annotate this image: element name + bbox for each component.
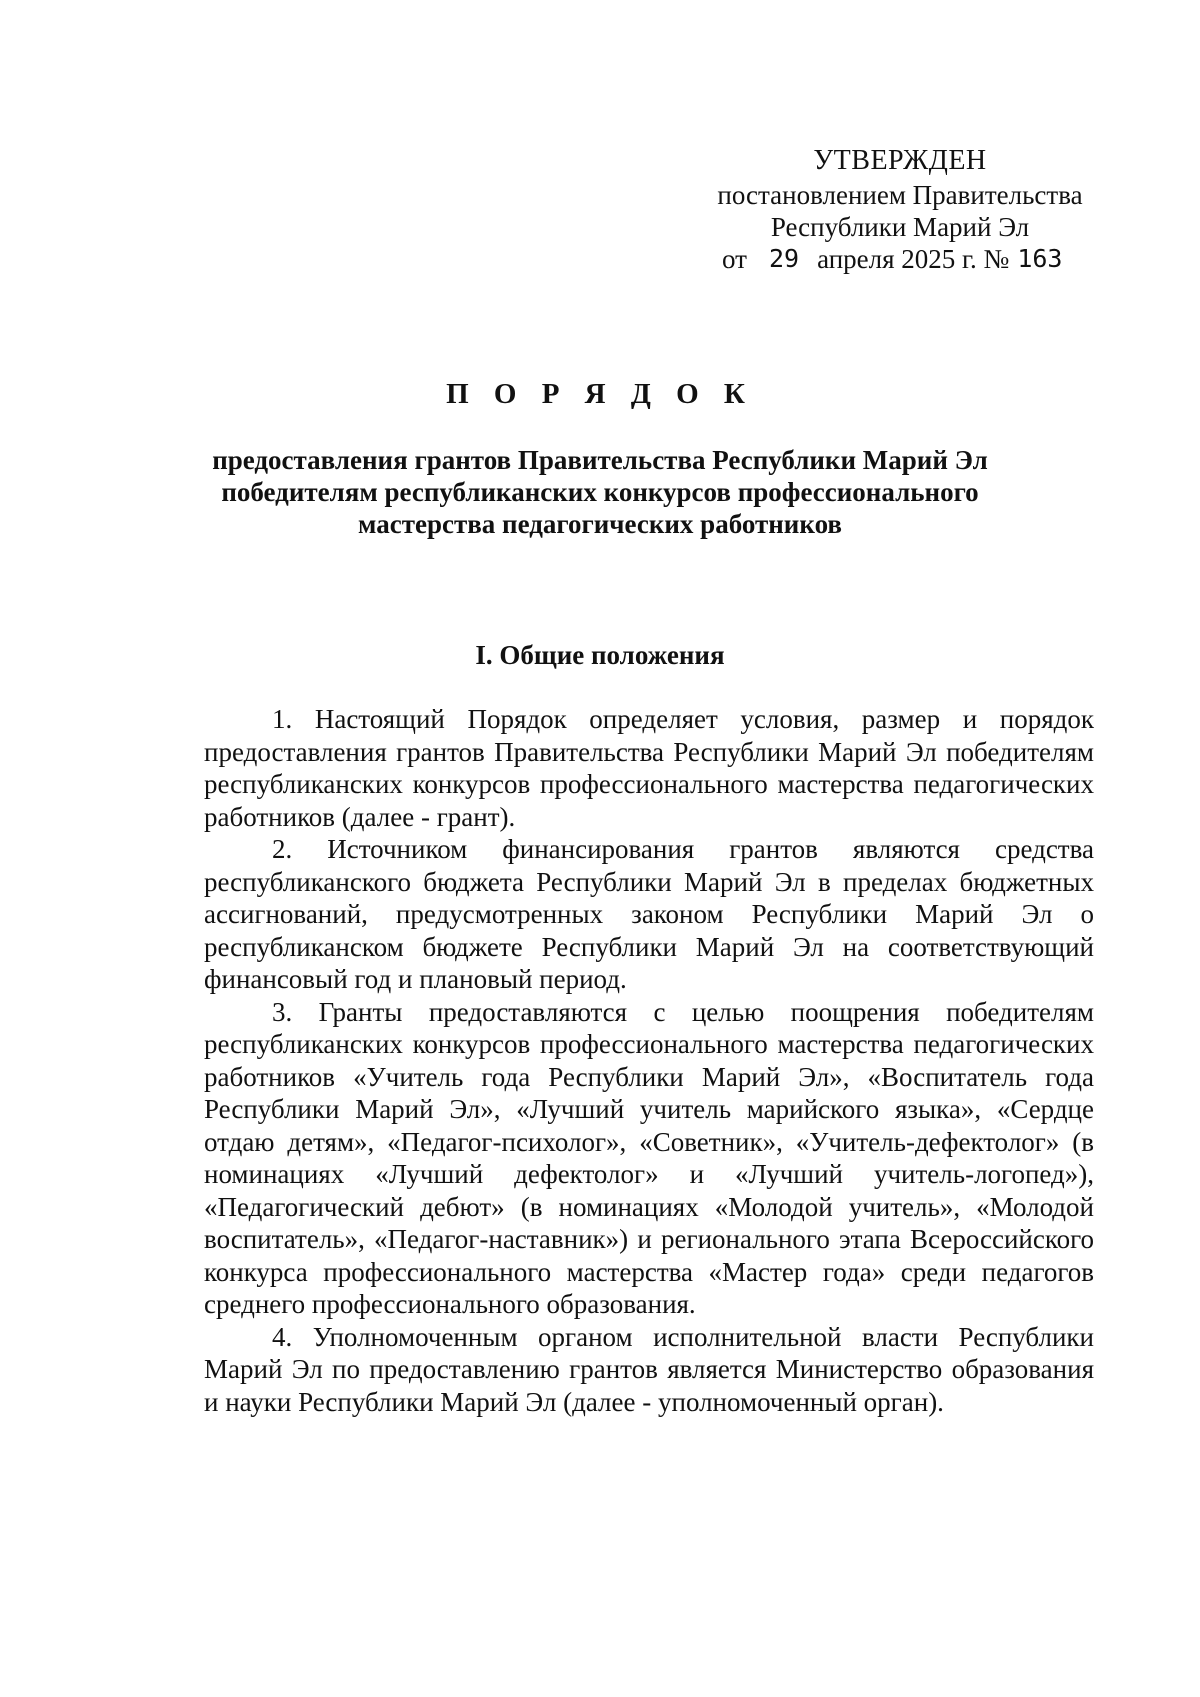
section-heading: I. Общие положения xyxy=(475,640,725,670)
paragraph-3: 3. Гранты предоставляются с целью поощрения победителям республиканских конкурсов профессионального мастерства педагогических работников «Учитель года Республики Марий Эл», «Воспитатель года Республики Марий Эл», «Лучший учитель марийского языка», «Сердце отдаю детям», «Педагог-психолог», «Советник», «Учитель-дефектолог» (в номинациях «Лучший дефектолог» и «Лучший учитель-логопед»), «Педагогический дебют» (в номинациях «Молодой учитель», «Молодой воспитатель», «Педагог-наставник») и регионального этапа Всероссийского конкурса профессионального мастерства «Мастер года» среди педагогов среднего профессионального образования. xyxy=(204,996,1094,1319)
approval-line-republic: Республики Марий Эл xyxy=(770,212,1030,242)
document-subtitle: предоставления грантов Правительства Республики Марий Эл победителям республиканских конкурсов профессионального мастерства педагогических работников xyxy=(212,445,988,539)
paragraph-2: 2. Источником финансирования грантов являются средства республиканского бюджета Республики Марий Эл в пределах бюджетных ассигнований, предусмотренных законом Республики Марий Эл о республиканском бюджете Республики Марий Эл на соответствующий финансовый год и плановый период. xyxy=(204,834,1094,994)
document-title: П О Р Я Д О К xyxy=(446,378,754,410)
approval-line-resolution: постановлением Правительства xyxy=(717,180,1083,210)
approval-day: 29 xyxy=(768,244,800,273)
approval-month-year: апреля 2025 г. № xyxy=(817,244,1010,274)
approval-stamp-block xyxy=(690,145,1110,275)
approval-date-line xyxy=(690,243,1110,275)
paragraph-1: 1. Настоящий Порядок определяет условия, размер и порядок предоставления грантов Правительства Республики Марий Эл победителям республиканских конкурсов профессионального мастерства педагогических работников (далее - грант). xyxy=(204,704,1094,832)
paragraph-4: 4. Уполномоченным органом исполнительной власти Республики Марий Эл по предоставлению грантов является Министерство образования и науки Республики Марий Эл (далее - уполномоченный орган). xyxy=(204,1321,1094,1417)
section-body xyxy=(204,703,1094,1418)
approval-document-number: 163 xyxy=(1017,244,1063,273)
approval-date-prefix: от xyxy=(722,244,747,274)
approval-title: УТВЕРЖДЕН xyxy=(813,145,987,176)
